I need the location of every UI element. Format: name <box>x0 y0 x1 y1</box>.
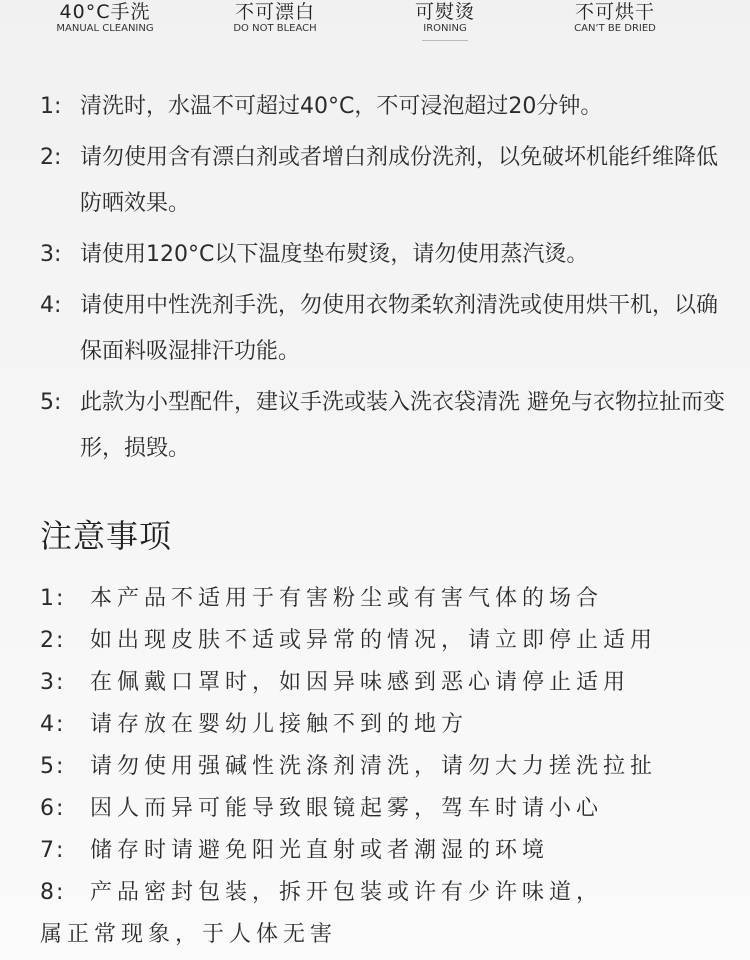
item-number: 7: <box>40 838 66 863</box>
item-number: 2: <box>40 145 62 170</box>
notice-title: 注意事项 <box>40 517 173 555</box>
item-text: 清洗时，水温不可超过40°C，不可浸泡超过20分钟。 <box>80 94 603 119</box>
care-instruction-item <box>40 283 730 375</box>
item-text: 请使用120°C以下温度垫布熨烫，请勿使用蒸汽烫。 <box>80 242 589 267</box>
item-number: 3: <box>40 670 66 695</box>
item-text: 产品密封包装，拆开包装或许有少许味道， <box>90 880 604 905</box>
care-icon-no-bleach <box>200 0 350 35</box>
item-number: 4: <box>40 712 66 737</box>
care-icon-label-en: CAN’T BE DRIED <box>574 23 656 34</box>
item-number: 5: <box>40 754 66 779</box>
item-text: 请勿使用强碱性洗涤剂清洗，请勿大力搓洗拉扯 <box>90 754 658 779</box>
item-text: 在佩戴口罩时，如因异味感到恶心请停止适用 <box>90 670 631 695</box>
notice-item <box>40 830 740 872</box>
item-text: 因人而异可能导致眼镜起雾，驾车时请小心 <box>90 796 604 821</box>
care-icon-label-cn: 不可漂白 <box>234 1 315 23</box>
care-icon-label-cn: 可熨烫 <box>414 1 475 23</box>
care-icon-row <box>0 0 750 48</box>
notice-item <box>40 788 740 830</box>
care-instruction-item <box>40 84 730 130</box>
item-number: 6: <box>40 796 66 821</box>
iron-underline <box>422 40 468 41</box>
care-instruction-item <box>40 232 730 278</box>
item-number: 2: <box>40 628 66 653</box>
care-icon-label-cn: 不可烘干 <box>574 1 655 23</box>
notice-item <box>40 662 740 704</box>
item-text: 如出现皮肤不适或异常的情况，请立即停止适用 <box>90 628 658 653</box>
notice-list <box>40 578 740 956</box>
care-icon-iron <box>370 0 520 41</box>
item-text: 请使用中性洗剂手洗，勿使用衣物柔软剂清洗或使用烘干机，以确保面料吸湿排汗功能。 <box>80 293 719 364</box>
item-text: 请存放在婴幼儿接触不到的地方 <box>90 712 469 737</box>
notice-item-line <box>40 872 740 914</box>
notice-item <box>40 704 740 746</box>
item-text: 储存时请避免阳光直射或者潮湿的环境 <box>90 838 550 863</box>
notice-item <box>40 872 740 956</box>
item-text-continued: 属正常现象，于人体无害 <box>40 922 338 947</box>
care-instruction-item <box>40 380 730 472</box>
care-icon-label-cn: 40°C手洗 <box>59 1 151 23</box>
notice-item <box>40 746 740 788</box>
care-icon-wash <box>30 0 180 35</box>
item-text: 请勿使用含有漂白剂或者增白剂成份洗剂，以免破坏机能纤维降低防晒效果。 <box>80 145 719 216</box>
notice-item <box>40 578 740 620</box>
care-instructions <box>40 84 730 477</box>
notice-item <box>40 620 740 662</box>
item-number: 3: <box>40 242 62 267</box>
item-number: 8: <box>40 880 66 905</box>
item-number: 1: <box>40 586 66 611</box>
item-number: 4: <box>40 293 62 318</box>
item-number: 5: <box>40 390 62 415</box>
item-text: 本产品不适用于有害粉尘或有害气体的场合 <box>90 586 604 611</box>
care-icon-no-dry <box>540 0 690 35</box>
item-number: 1: <box>40 94 62 119</box>
care-icon-label-en: MANUAL CLEANING <box>56 23 154 34</box>
care-instruction-item <box>40 135 730 227</box>
item-text: 此款为小型配件，建议手洗或装入洗衣袋清洗 避免与衣物拉扯而变形，损毁。 <box>80 390 725 461</box>
care-icon-label-en: DO NOT BLEACH <box>233 23 317 34</box>
care-icon-label-en: IRONING <box>423 23 467 34</box>
